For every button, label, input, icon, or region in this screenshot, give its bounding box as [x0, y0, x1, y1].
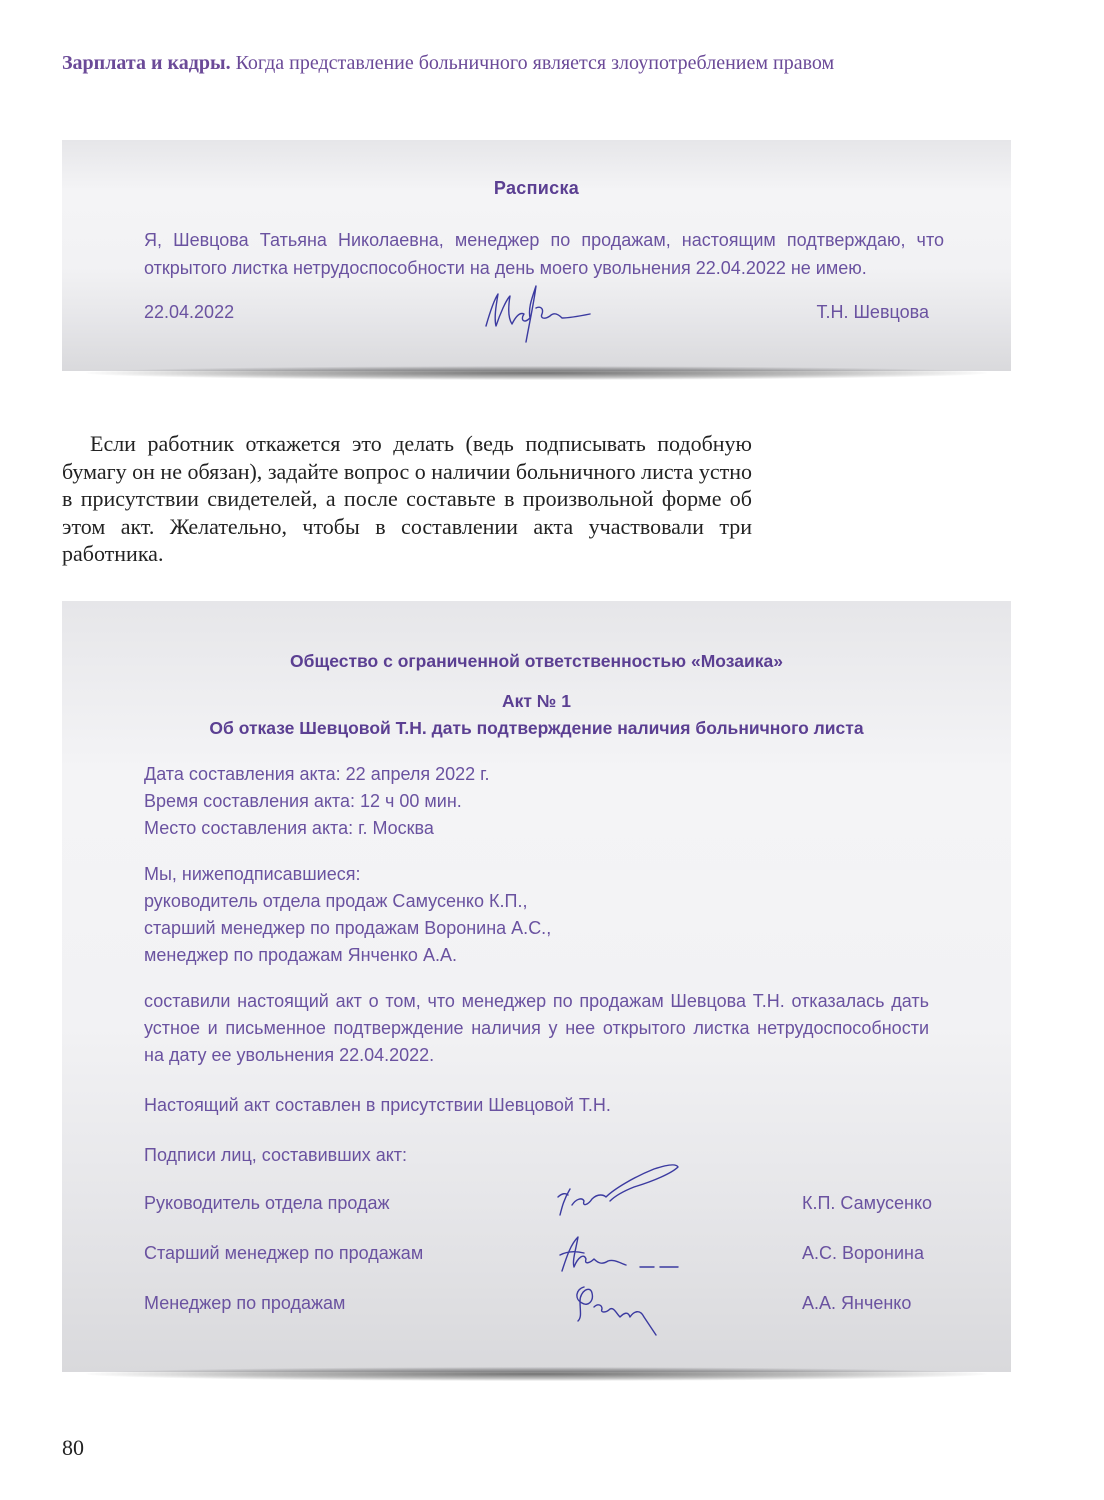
signature-yanchenko-icon	[568, 1277, 668, 1341]
signatory-role: Руководитель отдела продаж	[144, 1193, 390, 1213]
receipt-signer: Т.Н. Шевцова	[816, 302, 929, 322]
signatory-name: А.С. Воронина	[802, 1243, 924, 1263]
running-head-section: Зарплата и кадры.	[62, 52, 231, 74]
signature-samusenko-icon	[554, 1159, 684, 1221]
act-organization: Общество с ограниченной ответственностью «Мозаика»	[290, 651, 783, 671]
signatory-role: Старший менеджер по продажам	[144, 1243, 424, 1263]
act-time-line: Время составления акта: 12 ч 00 мин.	[144, 791, 462, 811]
act-statement: составили настоящий акт о том, что менеджер по продажам Шевцова Т.Н. отказалась дать устное и письменное подтверждение наличия у нее открытого листка нетрудоспособности на дату ее увольнения 22.04.2022.	[144, 991, 929, 1065]
page-number: 80	[62, 1435, 84, 1460]
receipt-card-shadow	[86, 366, 987, 380]
running-head	[62, 52, 1062, 75]
receipt-date: 22.04.2022	[144, 302, 235, 322]
act-member: старший менеджер по продажам Воронина А.С.,	[144, 918, 552, 938]
act-signatures-label: Подписи лиц, составивших акт:	[144, 1145, 408, 1165]
signature-voronina-icon	[554, 1229, 684, 1279]
act-member: менеджер по продажам Янченко А.А.	[144, 945, 457, 965]
receipt-signature-icon	[480, 278, 592, 348]
act-undersigned	[144, 861, 929, 969]
receipt-title: Расписка	[493, 178, 580, 198]
body-paragraph: Если работник откажется это делать (ведь подписывать подобную бумагу он не обязан), задайте вопрос о наличии больничного листа устно в присутствии свидетелей, а после составьте в произвольной форме об этом акт. Желательно, чтобы в составлении акта участвовали три работника.	[62, 431, 752, 566]
receipt-card	[62, 140, 1011, 371]
act-presence: Настоящий акт составлен в присутствии Шевцовой Т.Н.	[144, 1095, 611, 1115]
signatory-name: К.П. Самусенко	[802, 1193, 933, 1213]
act-undersigned-intro: Мы, нижеподписавшиеся:	[144, 864, 361, 884]
act-card	[62, 601, 1011, 1372]
act-place-line: Место составления акта: г. Москва	[144, 818, 434, 838]
receipt-body: Я, Шевцова Татьяна Николаевна, менеджер по продажам, настоящим подтверждаю, что открытого листка нетрудоспособности на день моего увольнения 22.04.2022 не имею.	[144, 230, 944, 278]
act-details	[144, 761, 929, 842]
act-member: руководитель отдела продаж Самусенко К.П.,	[144, 891, 528, 911]
running-head-title: Когда представление больничного является злоупотреблением правом	[235, 52, 835, 74]
signatory-role: Менеджер по продажам	[144, 1293, 346, 1313]
act-number: Акт № 1	[502, 691, 571, 711]
signatory-name: А.А. Янченко	[802, 1293, 912, 1313]
act-subject: Об отказе Шевцовой Т.Н. дать подтверждение наличия больничного листа	[209, 718, 864, 738]
act-card-shadow	[86, 1367, 987, 1381]
act-date-line: Дата составления акта: 22 апреля 2022 г.	[144, 764, 490, 784]
